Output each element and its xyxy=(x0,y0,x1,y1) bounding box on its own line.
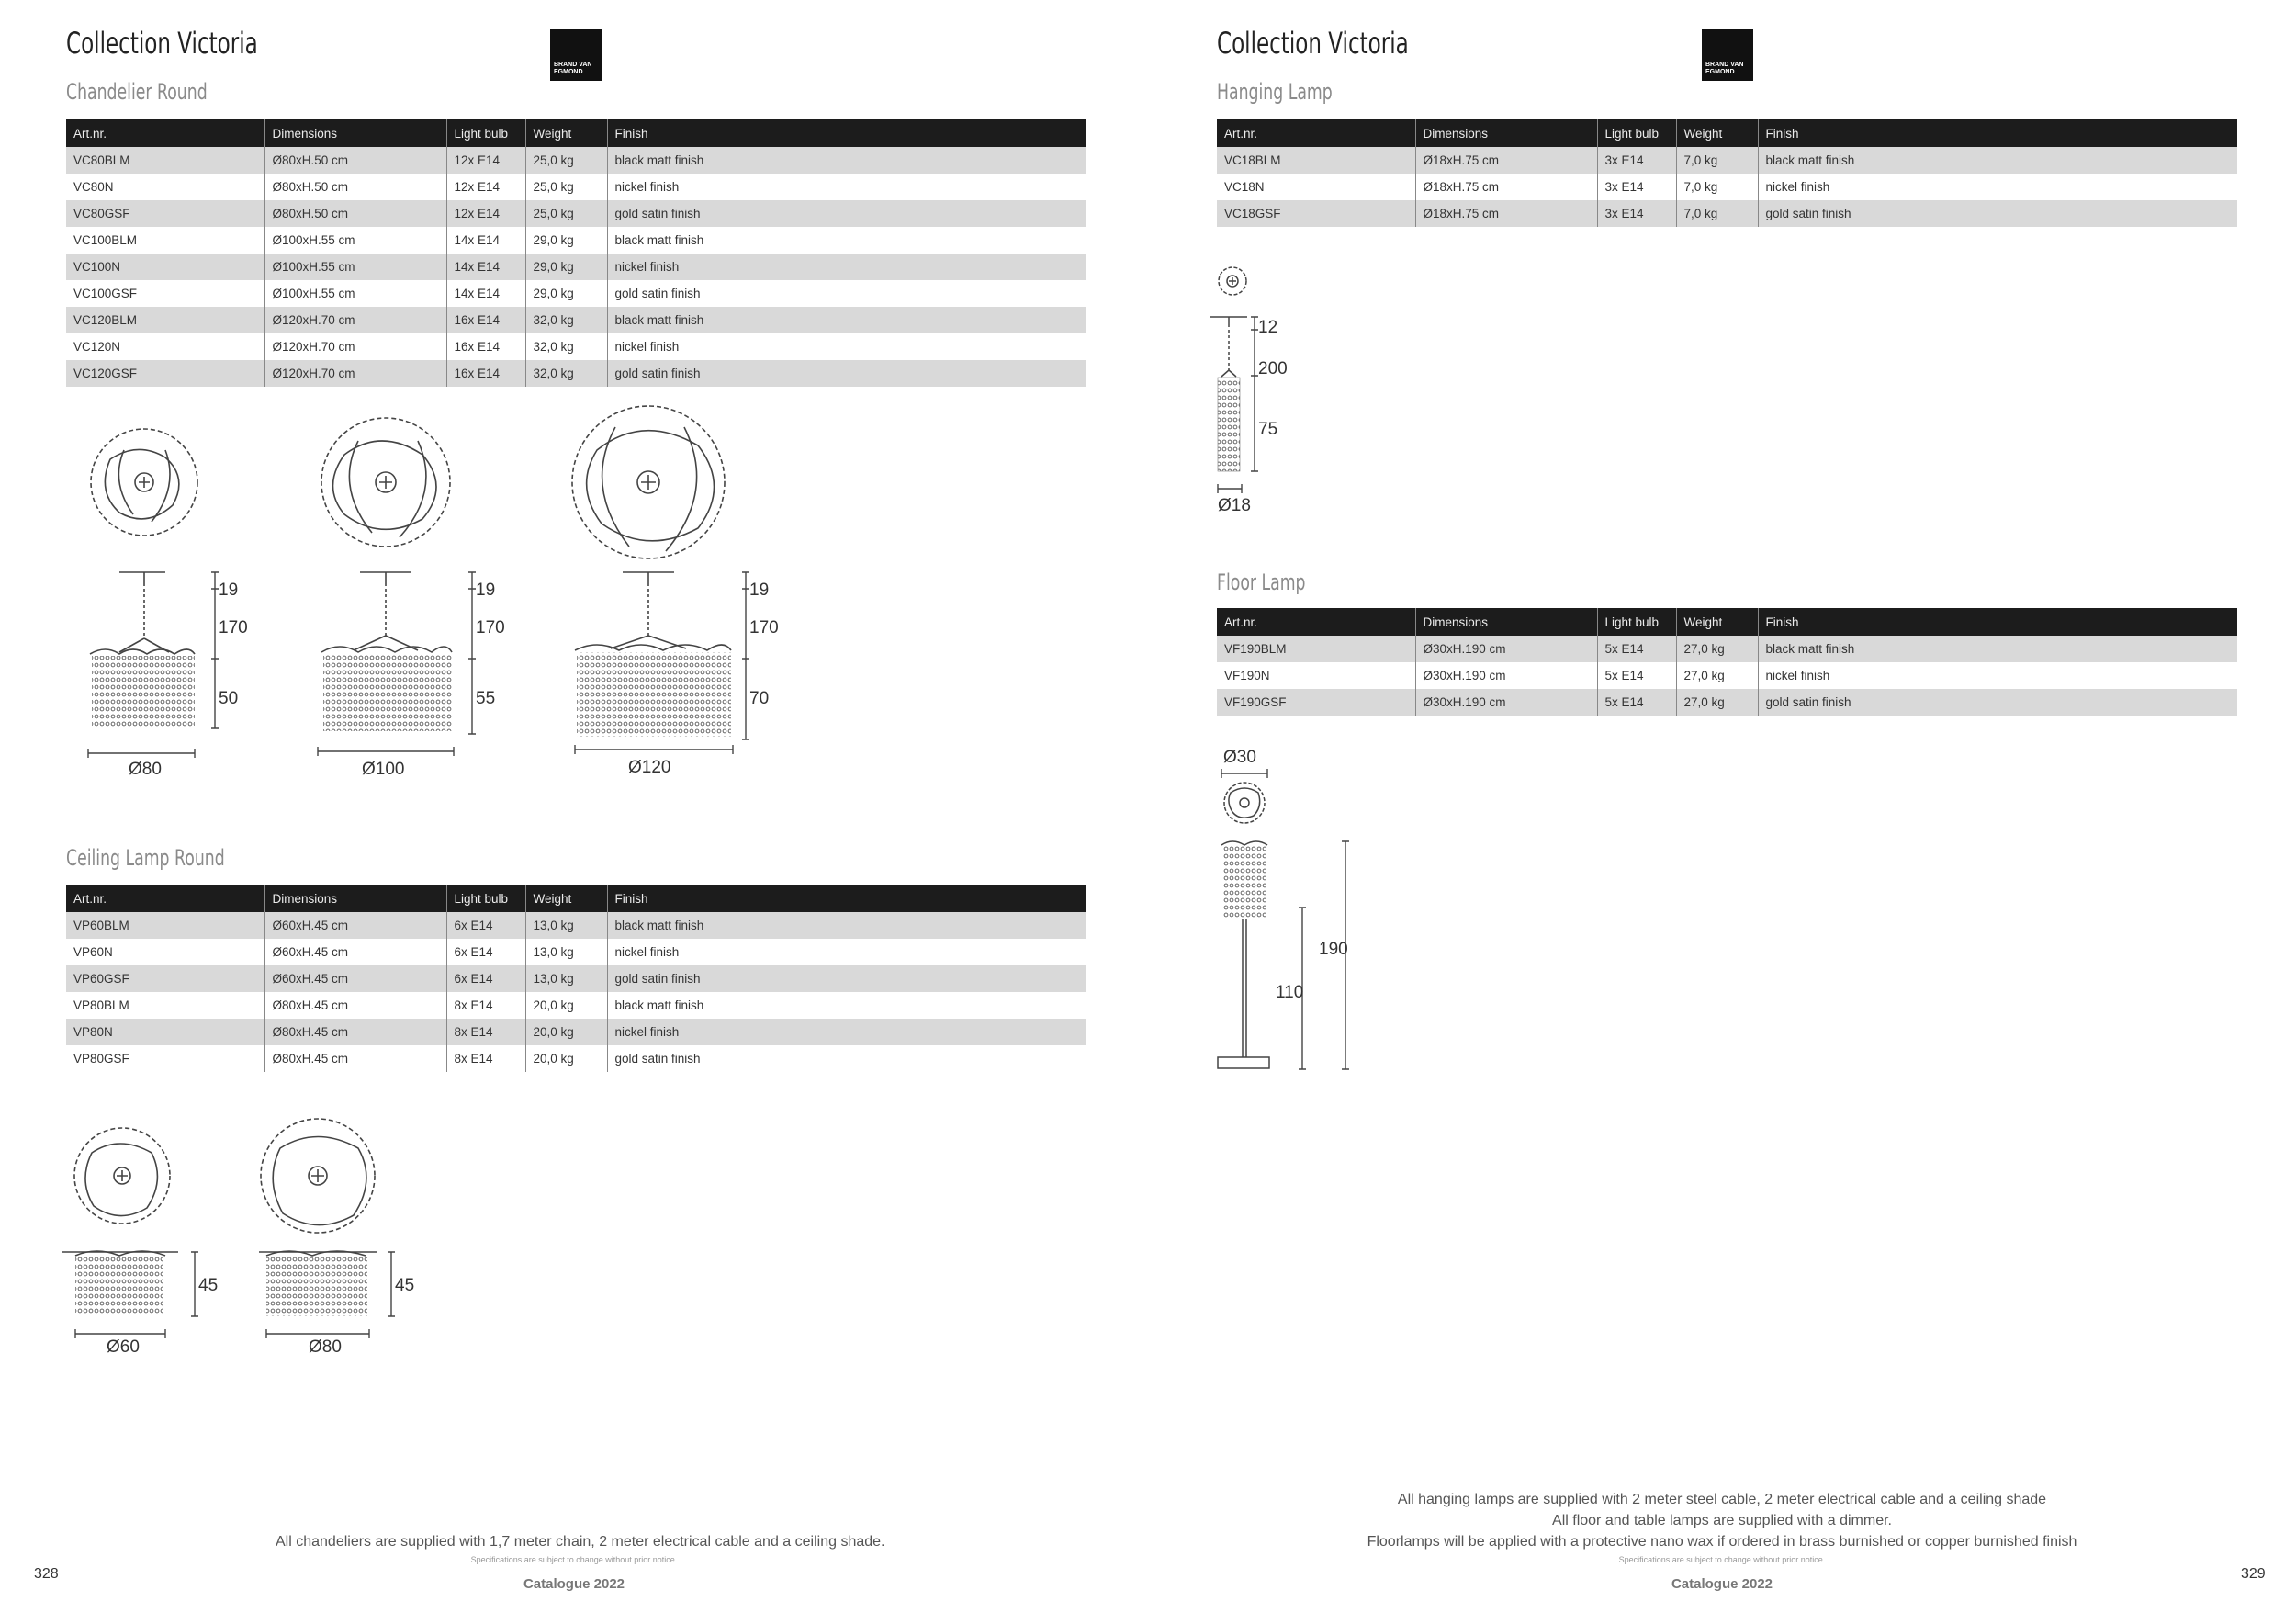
dimension-chain: 170 xyxy=(219,618,248,637)
cell-weight: 7,0 kg xyxy=(1676,200,1758,227)
cell-light-bulb: 3x E14 xyxy=(1597,174,1676,200)
table-row xyxy=(66,965,1086,992)
cell-light-bulb: 12x E14 xyxy=(446,174,525,200)
column-header-art-nr: Art.nr. xyxy=(66,119,264,147)
cell-finish: black matt finish xyxy=(607,227,1086,254)
column-header-art-nr: Art.nr. xyxy=(1217,119,1415,147)
cell-weight: 27,0 kg xyxy=(1676,689,1758,716)
cell-weight: 20,0 kg xyxy=(525,1019,607,1045)
table-header-row xyxy=(1217,119,2237,147)
dimension-top: 12 xyxy=(1258,318,1278,337)
chandelier-side-view xyxy=(575,572,731,737)
cell-art-nr: VC80GSF xyxy=(66,200,264,227)
dimension-body: 75 xyxy=(1258,420,1278,439)
column-header-weight: Weight xyxy=(1676,119,1758,147)
cell-finish: black matt finish xyxy=(607,992,1086,1019)
dimension-body: 55 xyxy=(476,689,496,708)
column-header-finish: Finish xyxy=(1758,119,2237,147)
section-title-floor: Floor Lamp xyxy=(1217,570,1306,595)
table-row xyxy=(66,333,1086,360)
floor-spec-table xyxy=(1217,608,2237,716)
table-header-row xyxy=(66,885,1086,912)
dimension-total: 190 xyxy=(1319,940,1348,959)
cell-light-bulb: 5x E14 xyxy=(1597,636,1676,662)
cell-finish: gold satin finish xyxy=(1758,689,2237,716)
dimension-stand: 110 xyxy=(1276,983,1304,1002)
cell-light-bulb: 8x E14 xyxy=(446,1045,525,1072)
cell-dimensions: Ø30xH.190 cm xyxy=(1415,689,1597,716)
cell-light-bulb: 6x E14 xyxy=(446,939,525,965)
ceiling-side-view xyxy=(62,1251,178,1314)
dimension-height: 45 xyxy=(395,1276,415,1295)
footer-catalogue: Catalogue 2022 xyxy=(1671,1576,1773,1592)
page-number: 328 xyxy=(34,1566,59,1582)
cell-finish: nickel finish xyxy=(607,1019,1086,1045)
column-header-dimensions: Dimensions xyxy=(1415,608,1597,636)
cell-weight: 7,0 kg xyxy=(1676,147,1758,174)
cell-weight: 20,0 kg xyxy=(525,1045,607,1072)
chandelier-top-view xyxy=(91,429,197,536)
column-header-finish: Finish xyxy=(607,885,1086,912)
cell-dimensions: Ø100xH.55 cm xyxy=(264,227,446,254)
ceiling-drawing-80 xyxy=(259,1119,414,1357)
column-header-finish: Finish xyxy=(1758,608,2237,636)
cell-art-nr: VP60BLM xyxy=(66,912,264,939)
cell-light-bulb: 5x E14 xyxy=(1597,662,1676,689)
table-row xyxy=(66,939,1086,965)
cell-dimensions: Ø80xH.50 cm xyxy=(264,147,446,174)
chandelier-top-view xyxy=(321,418,450,547)
cell-dimensions: Ø80xH.45 cm xyxy=(264,1045,446,1072)
table-row xyxy=(66,912,1086,939)
cell-dimensions: Ø120xH.70 cm xyxy=(264,360,446,387)
ceiling-lamp-drawings xyxy=(55,1116,441,1373)
hanging-lamp-drawing xyxy=(1210,262,1348,519)
cell-finish: gold satin finish xyxy=(607,200,1086,227)
dimension-top: 19 xyxy=(219,581,239,600)
cell-art-nr: VC80N xyxy=(66,174,264,200)
dimension-cable: 200 xyxy=(1258,359,1288,378)
chandelier-drawing-80 xyxy=(88,429,248,779)
cell-art-nr: VC120N xyxy=(66,333,264,360)
catalogue-page-right xyxy=(1148,0,2296,1624)
footer-note: All chandeliers are supplied with 1,7 meter chain, 2 meter electrical cable and a ceiling shade. xyxy=(276,1534,885,1550)
table-row xyxy=(66,360,1086,387)
cell-art-nr: VC100BLM xyxy=(66,227,264,254)
cell-weight: 13,0 kg xyxy=(525,912,607,939)
cell-weight: 29,0 kg xyxy=(525,280,607,307)
cell-finish: black matt finish xyxy=(1758,147,2237,174)
cell-weight: 27,0 kg xyxy=(1676,662,1758,689)
cell-finish: nickel finish xyxy=(607,333,1086,360)
cell-art-nr: VC120BLM xyxy=(66,307,264,333)
cell-finish: gold satin finish xyxy=(607,280,1086,307)
table-row xyxy=(1217,636,2237,662)
cell-finish: nickel finish xyxy=(1758,662,2237,689)
cell-dimensions: Ø80xH.50 cm xyxy=(264,174,446,200)
table-row xyxy=(66,992,1086,1019)
cell-art-nr: VC100GSF xyxy=(66,280,264,307)
footer-notes xyxy=(1345,1489,2099,1552)
column-header-art-nr: Art.nr. xyxy=(1217,608,1415,636)
cell-weight: 27,0 kg xyxy=(1676,636,1758,662)
footer-disclaimer: Specifications are subject to change without prior notice. xyxy=(470,1555,678,1564)
cell-art-nr: VC100N xyxy=(66,254,264,280)
cell-light-bulb: 8x E14 xyxy=(446,992,525,1019)
footer-note-dimmer: All floor and table lamps are supplied with a dimmer. xyxy=(1552,1513,1892,1528)
dimension-height: 45 xyxy=(198,1276,219,1295)
column-header-dimensions: Dimensions xyxy=(264,885,446,912)
cell-weight: 29,0 kg xyxy=(525,227,607,254)
cell-light-bulb: 16x E14 xyxy=(446,307,525,333)
cell-art-nr: VC18N xyxy=(1217,174,1415,200)
cell-light-bulb: 14x E14 xyxy=(446,254,525,280)
table-row xyxy=(66,1019,1086,1045)
floor-lamp-drawing xyxy=(1212,742,1396,1073)
cell-light-bulb: 12x E14 xyxy=(446,200,525,227)
cell-finish: gold satin finish xyxy=(607,1045,1086,1072)
cell-light-bulb: 3x E14 xyxy=(1597,200,1676,227)
table-row xyxy=(66,1045,1086,1072)
cell-finish: nickel finish xyxy=(607,254,1086,280)
cell-light-bulb: 12x E14 xyxy=(446,147,525,174)
cell-art-nr: VF190BLM xyxy=(1217,636,1415,662)
table-row xyxy=(66,227,1086,254)
cell-art-nr: VP60GSF xyxy=(66,965,264,992)
table-row xyxy=(1217,200,2237,227)
cell-art-nr: VF190GSF xyxy=(1217,689,1415,716)
chandelier-side-view xyxy=(321,572,452,731)
cell-dimensions: Ø120xH.70 cm xyxy=(264,333,446,360)
chandelier-spec-table xyxy=(66,119,1086,387)
ceiling-side-view xyxy=(259,1251,377,1316)
cell-finish: black matt finish xyxy=(607,912,1086,939)
table-row xyxy=(66,174,1086,200)
column-header-dimensions: Dimensions xyxy=(1415,119,1597,147)
cell-dimensions: Ø18xH.75 cm xyxy=(1415,200,1597,227)
collection-title: Collection Victoria xyxy=(1217,26,1409,61)
dimension-diameter: Ø30 xyxy=(1223,748,1256,767)
column-header-light-bulb: Light bulb xyxy=(1597,608,1676,636)
cell-dimensions: Ø60xH.45 cm xyxy=(264,939,446,965)
cell-finish: gold satin finish xyxy=(1758,200,2237,227)
dimension-diameter: Ø100 xyxy=(362,760,405,779)
cell-light-bulb: 8x E14 xyxy=(446,1019,525,1045)
ceiling-drawing-60 xyxy=(62,1128,218,1357)
hanging-side-view xyxy=(1210,317,1247,471)
cell-finish: nickel finish xyxy=(607,174,1086,200)
cell-weight: 32,0 kg xyxy=(525,307,607,333)
cell-art-nr: VC80BLM xyxy=(66,147,264,174)
table-row xyxy=(66,147,1086,174)
dimension-body: 70 xyxy=(749,689,770,708)
cell-weight: 32,0 kg xyxy=(525,360,607,387)
footer-catalogue: Catalogue 2022 xyxy=(523,1576,625,1592)
cell-finish: gold satin finish xyxy=(607,360,1086,387)
cell-dimensions: Ø60xH.45 cm xyxy=(264,912,446,939)
footer-note-nano-wax: Floorlamps will be applied with a protective nano wax if ordered in brass burnished or copper burnished finish xyxy=(1367,1534,2077,1550)
column-header-weight: Weight xyxy=(1676,608,1758,636)
cell-dimensions: Ø30xH.190 cm xyxy=(1415,662,1597,689)
table-row xyxy=(1217,147,2237,174)
chandelier-drawings xyxy=(55,404,790,790)
cell-art-nr: VC120GSF xyxy=(66,360,264,387)
dimension-body: 50 xyxy=(219,689,239,708)
column-header-finish: Finish xyxy=(607,119,1086,147)
cell-light-bulb: 16x E14 xyxy=(446,333,525,360)
column-header-weight: Weight xyxy=(525,119,607,147)
section-title-hanging: Hanging Lamp xyxy=(1217,79,1333,105)
table-header-row xyxy=(1217,608,2237,636)
column-header-light-bulb: Light bulb xyxy=(446,119,525,147)
chandelier-drawing-120 xyxy=(572,406,779,777)
cell-weight: 7,0 kg xyxy=(1676,174,1758,200)
dimension-diameter: Ø18 xyxy=(1218,496,1251,515)
footer-disclaimer: Specifications are subject to change without prior notice. xyxy=(1618,1555,1826,1564)
dimension-chain: 170 xyxy=(749,618,779,637)
column-header-weight: Weight xyxy=(525,885,607,912)
dimension-diameter: Ø80 xyxy=(129,760,162,779)
cell-finish: nickel finish xyxy=(607,939,1086,965)
floor-side-view xyxy=(1218,841,1269,1068)
brand-logo: BRAND VAN EGMOND xyxy=(1702,29,1753,81)
table-row xyxy=(66,200,1086,227)
cell-finish: black matt finish xyxy=(607,147,1086,174)
cell-dimensions: Ø80xH.45 cm xyxy=(264,1019,446,1045)
dimension-top: 19 xyxy=(476,581,496,600)
cell-art-nr: VP60N xyxy=(66,939,264,965)
cell-art-nr: VC18GSF xyxy=(1217,200,1415,227)
cell-art-nr: VP80N xyxy=(66,1019,264,1045)
table-row xyxy=(66,280,1086,307)
table-row xyxy=(1217,662,2237,689)
cell-dimensions: Ø60xH.45 cm xyxy=(264,965,446,992)
table-row xyxy=(1217,689,2237,716)
cell-dimensions: Ø100xH.55 cm xyxy=(264,254,446,280)
cell-art-nr: VP80GSF xyxy=(66,1045,264,1072)
cell-finish: black matt finish xyxy=(607,307,1086,333)
cell-art-nr: VF190N xyxy=(1217,662,1415,689)
cell-finish: nickel finish xyxy=(1758,174,2237,200)
cell-dimensions: Ø80xH.50 cm xyxy=(264,200,446,227)
cell-weight: 25,0 kg xyxy=(525,147,607,174)
cell-dimensions: Ø120xH.70 cm xyxy=(264,307,446,333)
table-header-row xyxy=(66,119,1086,147)
column-header-light-bulb: Light bulb xyxy=(1597,119,1676,147)
cell-dimensions: Ø18xH.75 cm xyxy=(1415,147,1597,174)
column-header-dimensions: Dimensions xyxy=(264,119,446,147)
cell-light-bulb: 5x E14 xyxy=(1597,689,1676,716)
table-row xyxy=(66,254,1086,280)
table-row xyxy=(66,307,1086,333)
cell-weight: 13,0 kg xyxy=(525,965,607,992)
floor-top-view-icon xyxy=(1224,783,1265,823)
cell-weight: 13,0 kg xyxy=(525,939,607,965)
ceiling-top-view xyxy=(74,1128,170,1224)
dimension-diameter: Ø60 xyxy=(107,1337,140,1357)
cell-art-nr: VP80BLM xyxy=(66,992,264,1019)
cell-weight: 29,0 kg xyxy=(525,254,607,280)
cell-dimensions: Ø100xH.55 cm xyxy=(264,280,446,307)
ceiling-top-view xyxy=(261,1119,375,1233)
cell-weight: 25,0 kg xyxy=(525,200,607,227)
chandelier-side-view xyxy=(90,572,195,727)
table-row xyxy=(1217,174,2237,200)
cell-light-bulb: 6x E14 xyxy=(446,965,525,992)
cell-art-nr: VC18BLM xyxy=(1217,147,1415,174)
collection-title: Collection Victoria xyxy=(66,26,258,61)
page-number: 329 xyxy=(2241,1566,2266,1582)
dimension-top: 19 xyxy=(749,581,770,600)
cell-light-bulb: 6x E14 xyxy=(446,912,525,939)
dimension-diameter: Ø80 xyxy=(309,1337,342,1357)
cell-light-bulb: 16x E14 xyxy=(446,360,525,387)
cell-finish: black matt finish xyxy=(1758,636,2237,662)
section-title-chandelier: Chandelier Round xyxy=(66,79,208,105)
cell-weight: 25,0 kg xyxy=(525,174,607,200)
chandelier-drawing-100 xyxy=(318,418,505,779)
cell-finish: gold satin finish xyxy=(607,965,1086,992)
brand-logo: BRAND VAN EGMOND xyxy=(550,29,602,81)
hanging-spec-table xyxy=(1217,119,2237,227)
cell-light-bulb: 14x E14 xyxy=(446,227,525,254)
dimension-diameter: Ø120 xyxy=(628,758,671,777)
cell-light-bulb: 3x E14 xyxy=(1597,147,1676,174)
section-title-ceiling: Ceiling Lamp Round xyxy=(66,845,225,871)
cell-weight: 20,0 kg xyxy=(525,992,607,1019)
hanging-top-view-icon xyxy=(1219,267,1246,295)
column-header-art-nr: Art.nr. xyxy=(66,885,264,912)
ceiling-spec-table xyxy=(66,885,1086,1072)
column-header-light-bulb: Light bulb xyxy=(446,885,525,912)
cell-light-bulb: 14x E14 xyxy=(446,280,525,307)
cell-dimensions: Ø80xH.45 cm xyxy=(264,992,446,1019)
cell-weight: 32,0 kg xyxy=(525,333,607,360)
cell-dimensions: Ø18xH.75 cm xyxy=(1415,174,1597,200)
footer-note-hanging: All hanging lamps are supplied with 2 meter steel cable, 2 meter electrical cable and a ceiling shade xyxy=(1397,1492,2047,1507)
chandelier-top-view xyxy=(572,406,725,558)
dimension-chain: 170 xyxy=(476,618,505,637)
cell-dimensions: Ø30xH.190 cm xyxy=(1415,636,1597,662)
